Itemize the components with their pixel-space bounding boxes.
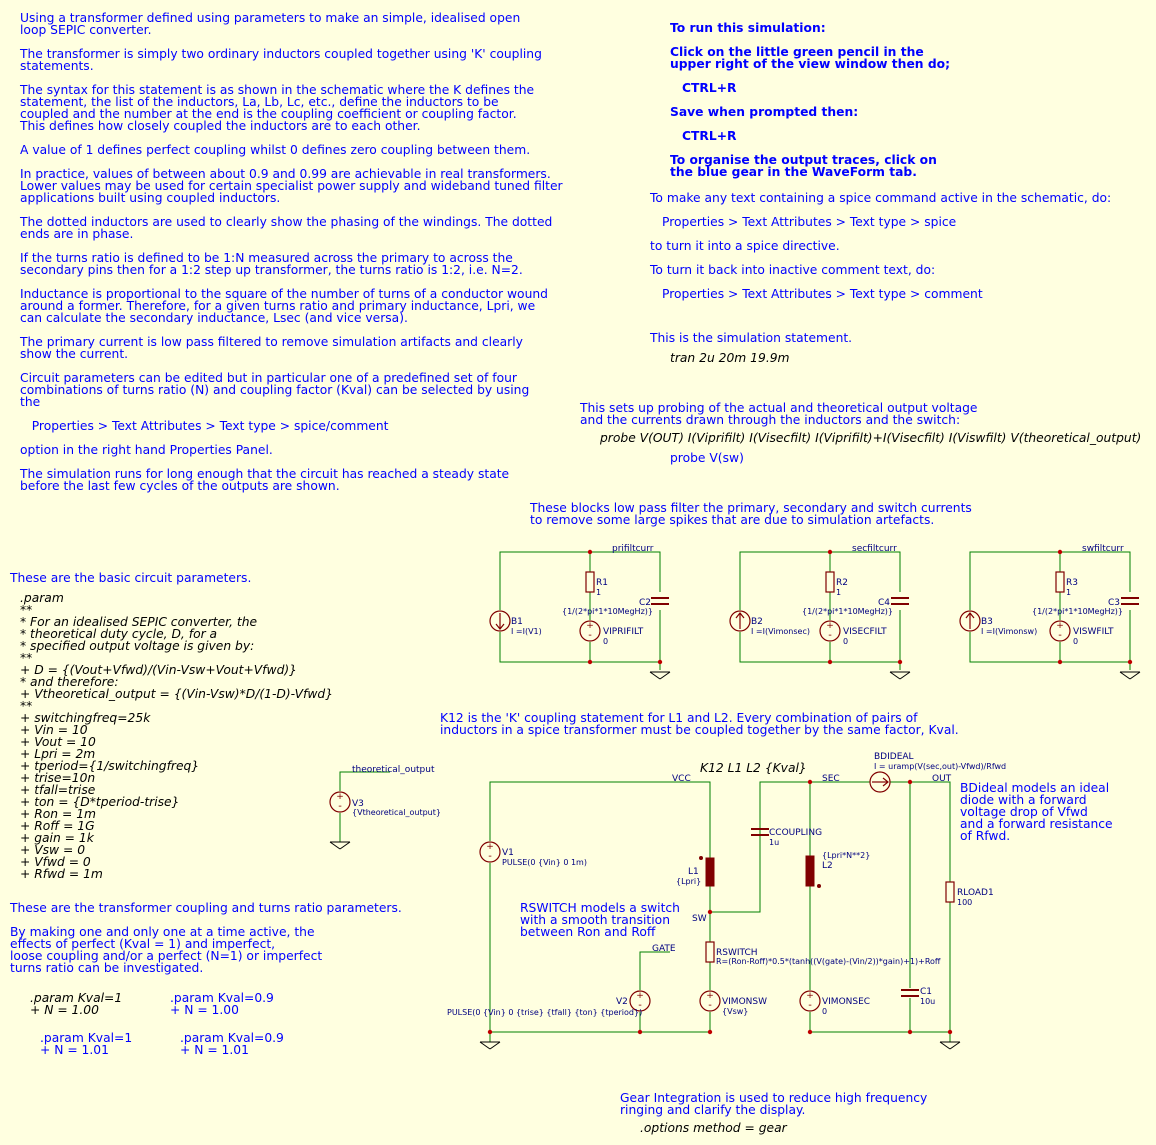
run-key2: CTRL+R [682,129,737,143]
spice-help-line2: to turn it into a spice directive. [650,239,840,253]
probe-label: This sets up probing of the actual and theoretical output voltage and the currents drawn through the inductors and the switch: [580,401,978,427]
run-heading: To run this simulation: [670,21,826,35]
svg-text:+: + [806,991,814,1001]
b3-current-source[interactable] [960,611,980,631]
ground-symbol [940,1042,960,1049]
l2-value: {Lpri*N**2} [822,851,871,860]
b1-label: B1 [511,617,523,627]
filter-note: These blocks low pass filter the primary, secondary and switch currents to remove some large spikes that are due to simulation artefacts. [530,501,972,527]
sepic-circuit [447,752,1006,1049]
spice-help-path1: Properties > Text Attributes > Text type > spice [662,215,957,229]
rswitch-resistor[interactable] [706,942,714,962]
tran-directive[interactable]: tran 2u 20m 19.9m [670,351,790,365]
coupling-params-note: By making one and only one at a time active, the effects of perfect (Kval = 1) and imperfect, loose coupling and/or a perfect (N=1) or imperfect turns ratio can be investigated. [10,925,323,975]
param-kval09-n101[interactable]: .param Kval=0.9 + N = 1.01 [180,1031,284,1057]
svg-text:+: + [1056,621,1064,631]
c4-label: C4 [878,598,891,608]
c2-value: {1/(2*pi*1*10MegHz)} [562,607,653,616]
b3-value: I =I(Vimonsw) [981,627,1038,636]
filter-block-secondary [730,544,910,679]
spice-help-line1: To make any text containing a spice command active in the schematic, do: [650,191,1112,205]
ground-symbol [650,672,670,679]
r1-label: R1 [596,578,608,588]
net-label-sec: SEC [822,774,840,784]
c4-capacitor[interactable] [891,598,909,604]
rload1-value: 100 [957,898,973,907]
v3-value: {Vtheoretical_output} [352,808,441,817]
r3-label: R3 [1066,578,1078,588]
svg-text:-: - [808,1000,812,1011]
note-properties-path: Properties > Text Attributes > Text type > spice/comment [20,419,389,433]
spice-help-line3: To turn it back into inactive comment text, do: [650,263,936,277]
viprifilt-label: VIPRIFILT [603,627,644,637]
svg-text:-: - [638,1000,642,1011]
net-label-prifiltcurr: prifiltcurr [612,544,654,554]
net-label-gate: GATE [652,944,676,954]
v2-label: V2 [616,997,628,1007]
ground-symbol [1120,672,1140,679]
coupling-params-label: These are the transformer coupling and turns ratio parameters. [10,901,402,915]
svg-text:+: + [636,991,644,1001]
note-circuit-params: Circuit parameters can be edited but in particular one of a predefined set of four combinations of turns ratio (N) and coupling factor (Kval) can be selected by using the [20,371,530,409]
visecfilt-source[interactable] [820,621,840,641]
net-label-sw: SW [692,914,707,924]
param-directive[interactable]: .param ** * For an idealised SEPIC converter, the * theoretical duty cycle, D, for a * specified output voltage is given by: ** + D = {(Vout+Vfwd)/(Vin-Vsw+Vout+Vfwd)} * and therefore: + Vtheoretical_output = {(Vin-Vsw)*D/(1-D)-Vfwd} ** + switchingfreq=25k + Vin = 10 + Vout = 10 + Lpri = 2m + tperiod={1/switchingfreq} + trise=10n + tfall=trise + ton = {D*tperiod-trise} + Ron = 1m + Roff = 1G + gain = 1k + Vsw = 0 + Vfwd = 0 + Rfwd = 1m [20,591,334,881]
note-syntax: The syntax for this statement is as shown in the schematic where the K defines the statement, the list of the inductors, La, Lb, Lc, etc., define the inductors to be coupled and the number at the end is the coupling coefficient or coupling factor. This defines how closely coupled the inductors are to each other. [20,83,535,133]
r1-value: 1 [596,588,602,597]
svg-text:+: + [486,842,494,852]
bdideal-current-source[interactable] [870,772,890,792]
c3-capacitor[interactable] [1121,598,1139,604]
v2-value: PULSE(0 {Vin} 0 {trise} {tfall} {ton} {tperiod}) [447,1008,643,1017]
v3-source[interactable] [330,792,350,812]
note-turns-ratio: If the turns ratio is defined to be 1:N measured across the primary to across the secondary pins then for a 1:2 step up transformer, the turns ratio is 1:2, i.e. N=2. [20,251,523,277]
basic-params-label: These are the basic circuit parameters. [10,571,252,585]
r2-value: 1 [836,588,842,597]
vimonsw-source[interactable] [700,991,720,1011]
l1-inductor[interactable] [699,856,714,886]
c2-capacitor[interactable] [651,598,669,604]
ground-symbol [480,1042,500,1049]
note-dotted: The dotted inductors are used to clearly show the phasing of the windings. The dotted ends are in phase. [20,215,553,241]
note-steady-state: The simulation runs for long enough that the circuit has reached a steady state before the last few cycles of the outputs are shown. [20,467,510,493]
net-label-swfiltcurr: swfiltcurr [1082,544,1124,554]
net-label-secfiltcurr: secfiltcurr [852,544,897,554]
c2-label: C2 [639,598,652,608]
vimonsw-value: {Vsw} [722,1007,749,1016]
viprifilt-value: 0 [603,637,609,646]
v3-label: V3 [352,799,364,809]
note-practice: In practice, values of between about 0.9 and 0.99 are achievable in real transformers. Lower values may be used for certain specialist power supply and wideband tuned filter applications built using coupled inductors. [20,167,563,205]
b3-label: B3 [981,617,993,627]
rswitch-label: RSWITCH [716,948,758,958]
bdideal-value: I = uramp(V(sec,out)-Vfwd)/Rfwd [874,762,1007,771]
svg-text:-: - [708,1000,712,1011]
visecfilt-label: VISECFILT [843,627,887,637]
b1-current-source[interactable] [490,611,510,631]
param-kval1-n101[interactable]: .param Kval=1 + N = 1.01 [40,1031,133,1057]
spice-help-path2: Properties > Text Attributes > Text type > comment [662,287,983,301]
b1-value: I =I(V1) [511,627,542,636]
svg-text:+: + [336,792,344,802]
run-step3: To organise the output traces, click on the blue gear in the WaveForm tab. [670,153,937,179]
b2-value: I =I(Vimonsec) [751,627,810,636]
b2-current-source[interactable] [730,611,750,631]
r2-resistor[interactable] [826,572,834,592]
options-directive[interactable]: .options method = gear [640,1121,787,1135]
note-intro: Using a transformer defined using parameters to make an simple, idealised open loop SEPIC converter. [20,11,521,37]
v1-value: PULSE(0 {Vin} 0 1m) [502,858,587,867]
l1-label: L1 [688,867,699,877]
viprifilt-source[interactable] [580,621,600,641]
note-coupling-value: A value of 1 defines perfect coupling whilst 0 defines zero coupling between them. [20,143,531,157]
k12-note: K12 is the 'K' coupling statement for L1 and L2. Every combination of pairs of inductors in a spice transformer must be coupled together by the same factor, Kval. [440,711,959,737]
note-inductance: Inductance is proportional to the square of the number of turns of a conductor wound around a former. Therefore, for a given turns ratio and primary inductance, Lpri, we can calculate the secondary inductance, Lsec (and vice versa). [20,287,548,325]
filter-block-primary [490,544,670,679]
net-label-out: OUT [932,774,952,784]
k12-directive[interactable]: K12 L1 L2 {Kval} [700,761,807,775]
c1-label: C1 [920,987,933,997]
c1-value: 10u [920,997,936,1006]
rload1-resistor[interactable] [946,882,954,902]
viswfilt-value: 0 [1073,637,1079,646]
r1-resistor[interactable] [586,572,594,592]
probe-sw-comment[interactable]: probe V(sw) [670,451,744,465]
l2-inductor[interactable] [806,856,821,888]
svg-text:-: - [488,851,492,862]
svg-text:+: + [706,991,714,1001]
probe-directive[interactable]: probe V(OUT) I(Viprifilt) I(Visecfilt) I(Viprifilt)+I(Visecfilt) I(Viswfilt) V(theoretical_output) [600,431,1142,445]
c1-capacitor[interactable] [901,990,919,996]
rload1-label: RLOAD1 [957,888,994,898]
net-label-theoretical-output: theoretical_output [352,765,435,775]
ccoupling-value: 1u [769,838,780,847]
v1-label: V1 [502,848,514,858]
svg-text:-: - [1058,630,1062,641]
svg-text:+: + [826,621,834,631]
rswitch-note: RSWITCH models a switch with a smooth transition between Ron and Roff [520,901,680,939]
svg-text:-: - [338,801,342,812]
vimonsec-value: 0 [822,1007,828,1016]
vimonsw-label: VIMONSW [722,997,768,1007]
r3-resistor[interactable] [1056,572,1064,592]
note-transformer: The transformer is simply two ordinary inductors coupled together using 'K' coupling statements. [20,47,542,73]
visecfilt-value: 0 [843,637,849,646]
b2-label: B2 [751,617,763,627]
vimonsec-source[interactable] [800,991,820,1011]
ccoupling-label: CCOUPLING [769,828,823,838]
run-step2: Save when prompted then: [670,105,859,119]
l2-label: L2 [822,861,833,871]
viswfilt-source[interactable] [1050,621,1070,641]
run-step1: Click on the little green pencil in the upper right of the view window then do; [670,45,950,71]
filter-block-switch [960,544,1140,679]
c4-value: {1/(2*pi*1*10MegHz)} [802,607,893,616]
rswitch-value: R=(Ron-Roff)*0.5*(tanh((V(gate)-(Vin/2))*gain)+1)+Roff [716,957,941,966]
l1-value: {Lpri} [676,877,702,886]
svg-text:+: + [586,621,594,631]
run-key1: CTRL+R [682,81,737,95]
v1-source[interactable] [480,842,500,862]
gear-note: Gear Integration is used to reduce high frequency ringing and clarify the display. [620,1091,928,1117]
viswfilt-label: VISWFILT [1073,627,1114,637]
note-primary-current: The primary current is low pass filtered to remove simulation artifacts and clearly show the current. [20,335,523,361]
svg-text:-: - [828,630,832,641]
param-kval1-n100[interactable]: .param Kval=1 + N = 1.00 [30,991,123,1017]
vimonsec-label: VIMONSEC [822,997,871,1007]
c3-label: C3 [1108,598,1121,608]
r2-label: R2 [836,578,848,588]
bdideal-note: BDideal models an ideal diode with a forward voltage drop of Vfwd and a forward resistance of Rfwd. [960,781,1113,843]
bdideal-label: BDIDEAL [874,752,914,762]
param-kval09-n100[interactable]: .param Kval=0.9 + N = 1.00 [170,991,274,1017]
svg-text:-: - [588,630,592,641]
v3-block [330,765,441,849]
net-label-vcc: VCC [672,774,691,784]
sim-statement-label: This is the simulation statement. [650,331,853,345]
r3-value: 1 [1066,588,1072,597]
note-properties-panel: option in the right hand Properties Panel. [20,443,273,457]
ground-symbol [890,672,910,679]
c3-value: {1/(2*pi*1*10MegHz)} [1032,607,1123,616]
ground-symbol [330,842,350,849]
